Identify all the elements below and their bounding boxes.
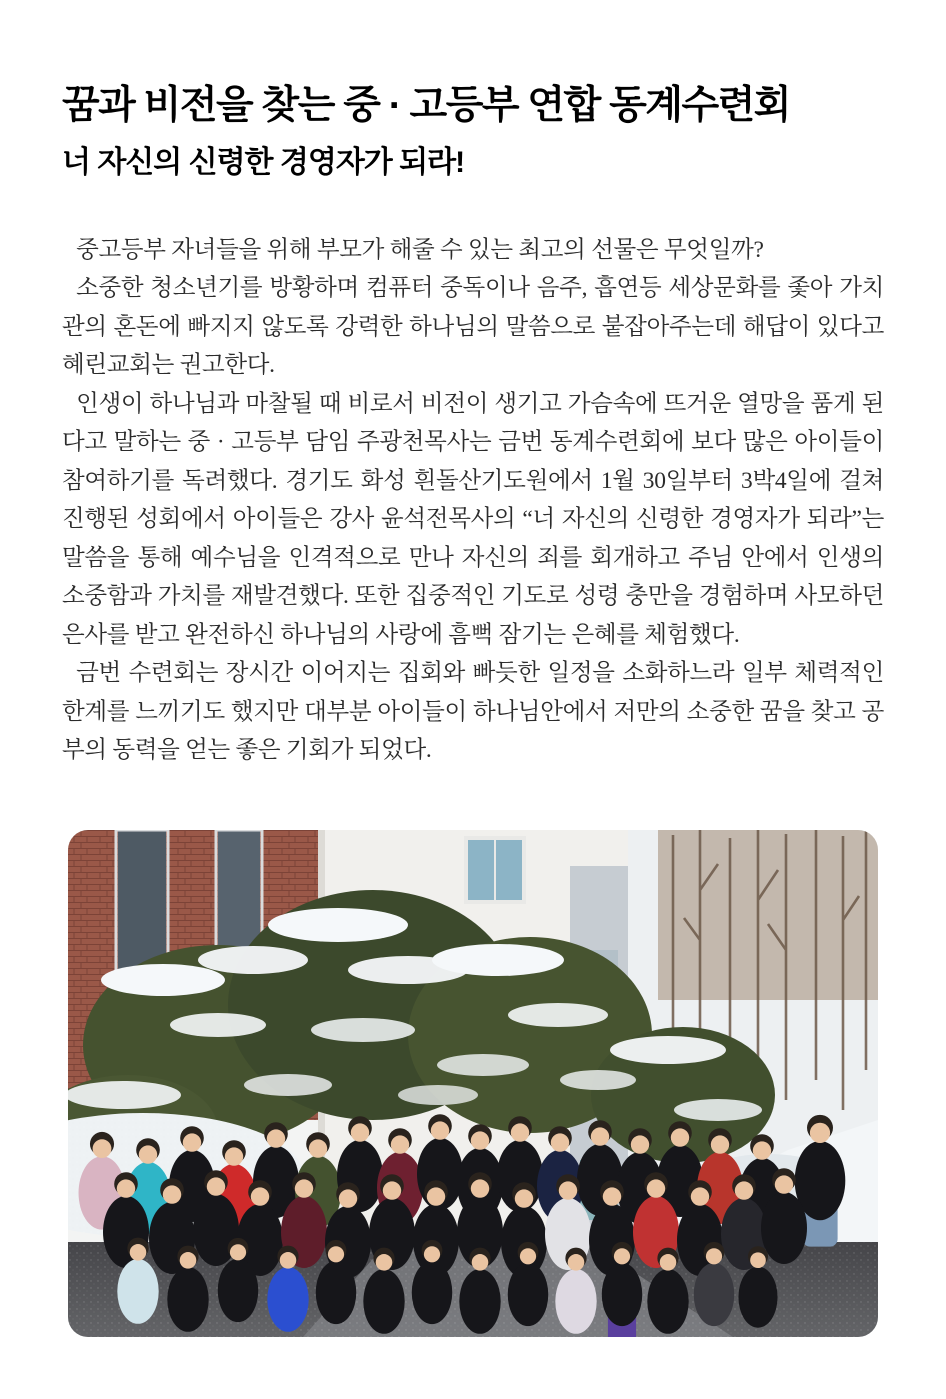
article-body [62,231,884,770]
paragraph: 금번 수련회는 장시간 이어지는 집회와 빠듯한 일정을 소화하느라 일부 체력적인 한계를 느끼기도 했지만 대부분 아이들이 하나님안에서 저만의 소중한 꿈을 찾고 공부의 동력을 얻는 좋은 기회가 되었다. [62,660,884,764]
article-title: 꿈과 비전을 찾는 중 · 고등부 연합 동계수련회 [62,84,790,127]
group-photo [68,830,878,1337]
paragraph: 중고등부 자녀들을 위해 부모가 해줄 수 있는 최고의 선물은 무엇일까? [76,236,764,263]
paragraph: 소중한 청소년기를 방황하며 컴퓨터 중독이나 음주, 흡연등 세상문화를 좇아 가치관의 혼돈에 빠지지 않도록 강력한 하나님의 말씀으로 붙잡아주는데 해답이 있다고 혜린교회는 권고한다. [62,275,884,379]
paragraph: 인생이 하나님과 마찰될 때 비로서 비전이 생기고 가슴속에 뜨거운 열망을 품게 된다고 말하는 중 · 고등부 담임 주광천목사는 금번 동계수련회에 보다 많은 아이들이 참여하기를 독려했다. 경기도 화성 흰돌산기도원에서 1월 30일부터 3박4일에 걸쳐 진행된 성회에서 아이들은 강사 윤석전목사의 “너 자신의 신령한 경영자가 되라”는 말씀을 통해 예수님을 인격적으로 만나 자신의 죄를 회개하고 주님 안에서 인생의 소중함과 가치를 재발견했다. 또한 집중적인 기도로 성령 충만을 경험하며 사모하던 은사를 받고 완전하신 하나님의 사랑에 흠뻑 잠기는 은혜를 체험했다. [62,390,884,648]
article-subtitle: 너 자신의 신령한 경영자가 되라! [62,145,465,179]
group-photo-illustration [68,830,878,1337]
